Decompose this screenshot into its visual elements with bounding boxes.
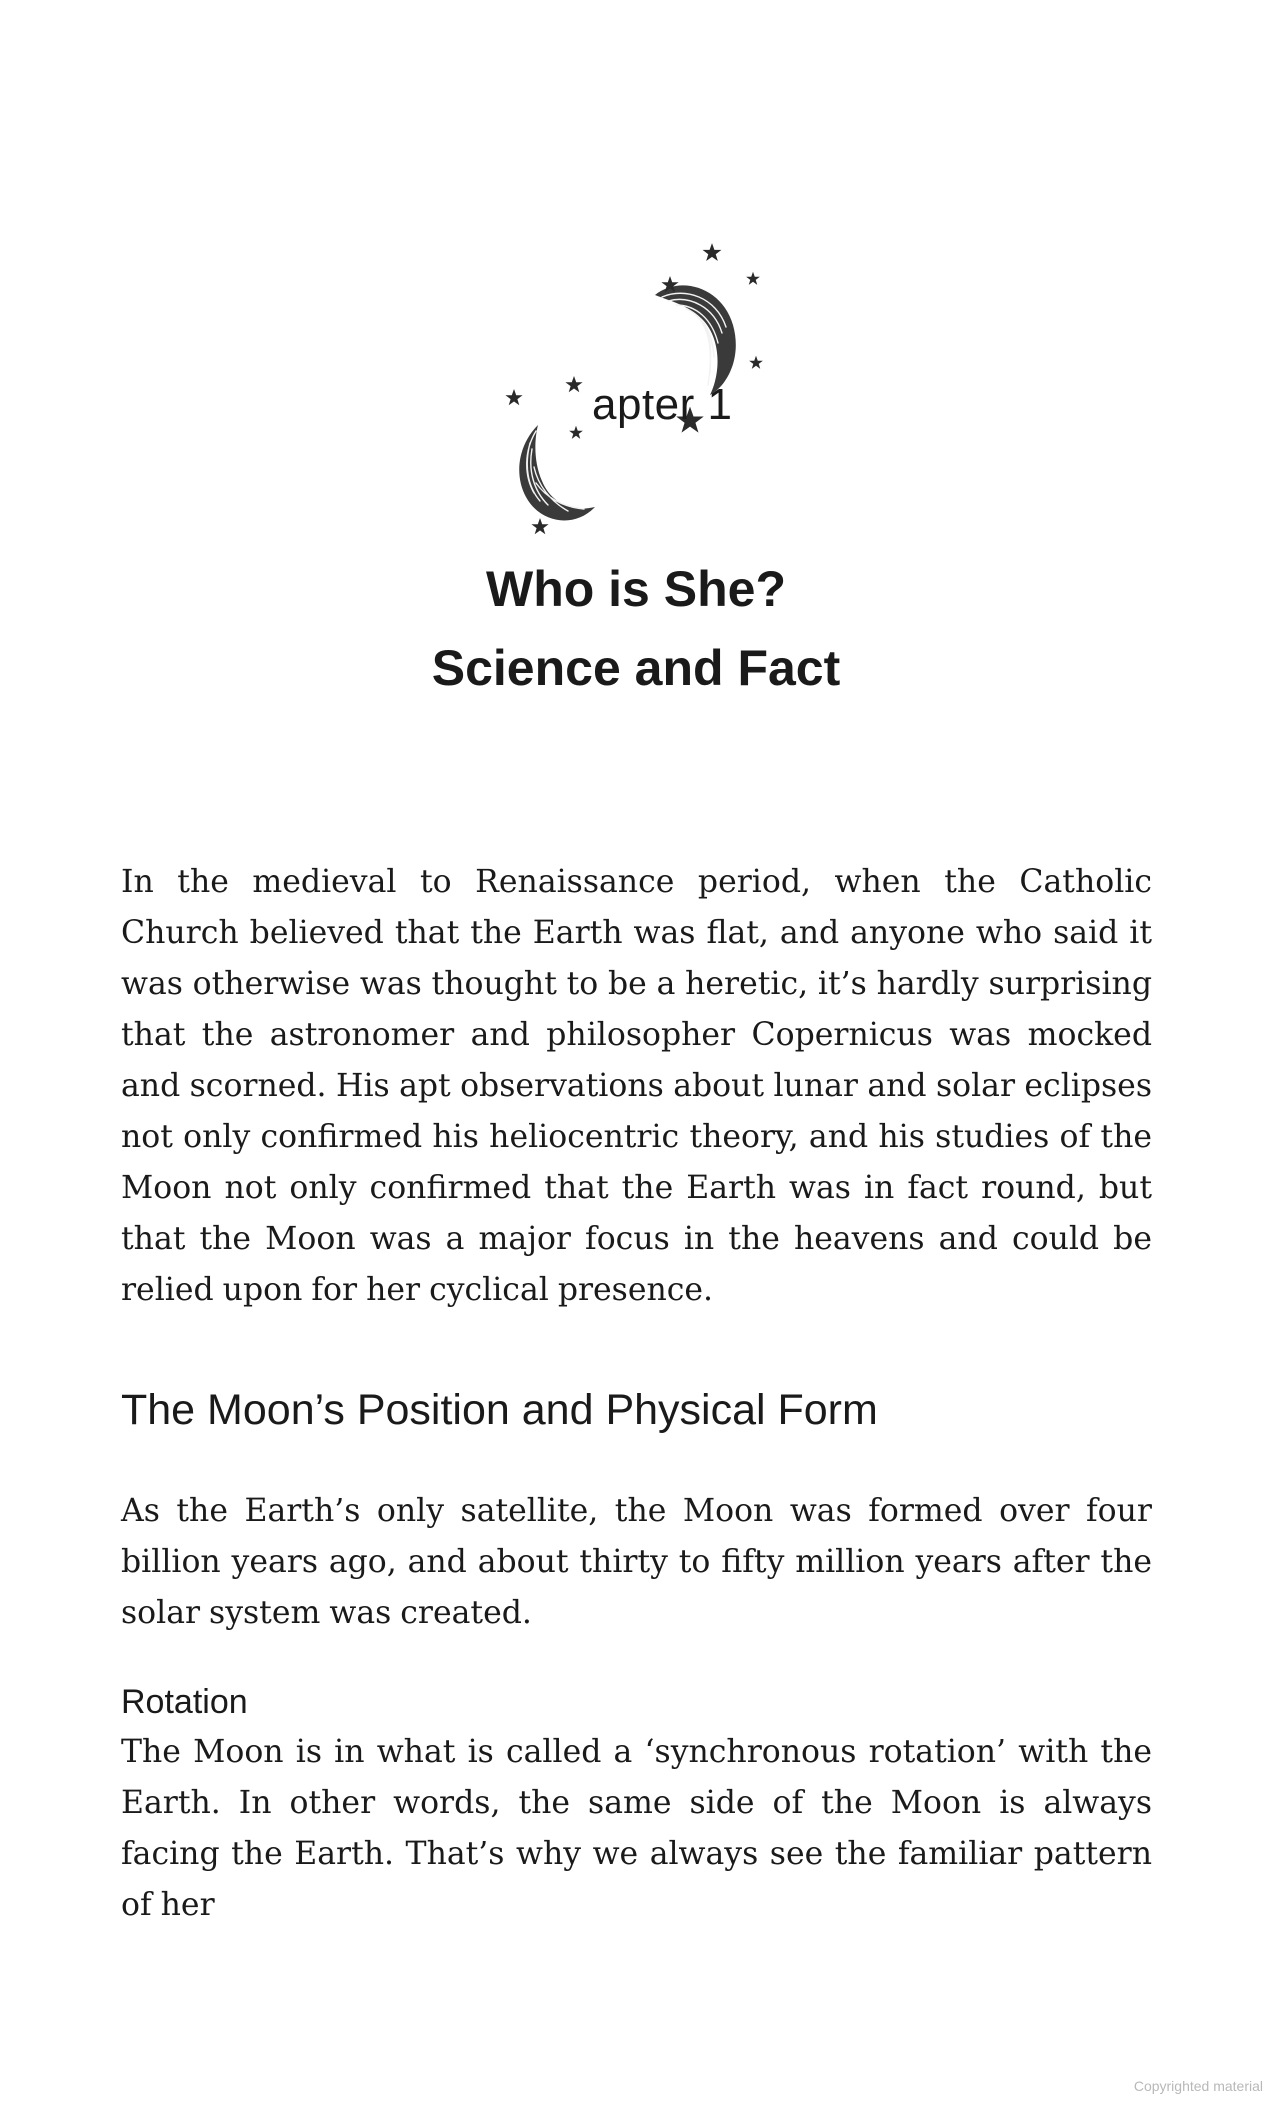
section-heading: The Moon’s Position and Physical Form — [121, 1386, 878, 1434]
chapter-title-line-2: Science and Fact — [431, 640, 841, 696]
upper-crescent-moon-icon — [655, 285, 736, 395]
chapter-title-line-1: Who is She? — [486, 561, 786, 617]
rotation-paragraph: The Moon is in what is called a ‘synchronous rotation’ with the Earth. In other words, the same side of the Moon is always facing the Earth. That’s why we always see the familiar pattern of her — [121, 1734, 1152, 1923]
section-paragraph: As the Earth’s only satellite, the Moon was formed over four billion years ago, and about thirty to fifty million years after the solar system was created. — [121, 1493, 1152, 1631]
lower-crescent-moon-icon — [519, 425, 595, 520]
chapter-label: apter 1 — [592, 380, 733, 429]
rotation-subheading: Rotation — [121, 1683, 248, 1721]
intro-paragraph: In the medieval to Renaissance period, when the Catholic Church believed that the Earth was flat, and anyone who said it was otherwise was thought to be a heretic, it’s hardly surprising that the astronomer and philosopher Copernicus was mocked and scorned. His apt observations about lunar and solar eclipses not only confirmed his heliocentric theory, and his studies of the Moon not only confirmed that the Earth was in fact round, but that the Moon was a major focus in the heavens and could be relied upon for her cyclical presence. — [121, 864, 1152, 1308]
copyright-notice: Copyrighted material — [1133, 2078, 1263, 2094]
